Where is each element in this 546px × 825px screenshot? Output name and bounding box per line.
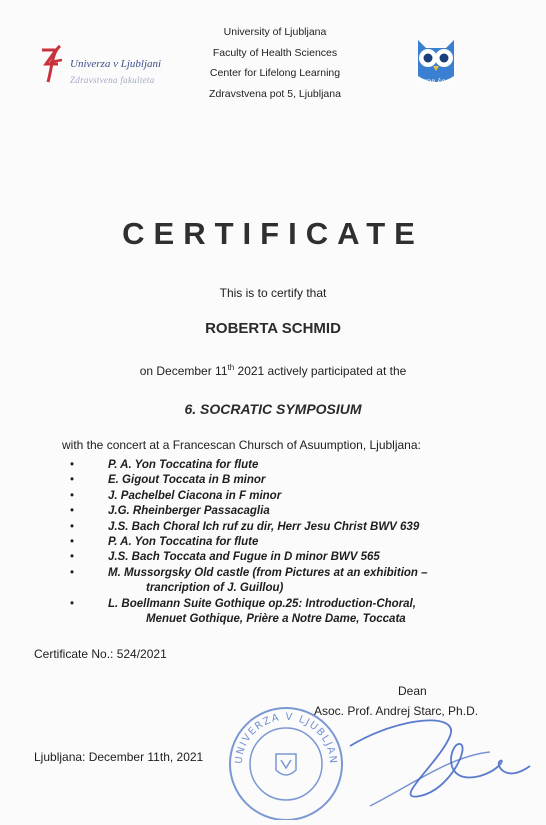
- program-item: [70, 535, 520, 550]
- owl-logo-text: ZDR ŠOL: [422, 79, 450, 86]
- program-item-text: J.S. Bach Toccata and Fugue in D minor BWV 565: [108, 551, 380, 564]
- program-item: [70, 473, 520, 488]
- certificate-title: CERTIFICATE: [122, 216, 424, 251]
- stamp-text: UNIVERZA V LJUBLJAN: [233, 711, 339, 766]
- program-item-text: E. Gigout Toccata in B minor: [108, 474, 266, 487]
- dean-signature: [330, 706, 546, 814]
- date-line-start: on December 11: [139, 364, 228, 378]
- program-item: [70, 550, 520, 565]
- header-line-center: Center for Lifelong Learning: [209, 67, 341, 79]
- date-line-end: 2021 actively participated at the: [234, 364, 407, 378]
- program-item: [70, 520, 520, 535]
- program-item-text: J.G. Rheinberger Passacaglia: [108, 505, 270, 518]
- date-line-ordinal: th: [227, 363, 235, 372]
- program-item: [70, 458, 520, 473]
- recipient-name: ROBERTA SCHMID: [205, 320, 341, 337]
- program-item-continuation: trancription of J. Guillou): [146, 582, 284, 595]
- certificate-number: Certificate No.: 524/2021: [34, 647, 167, 661]
- program-item: [70, 489, 520, 504]
- program-list: [70, 458, 520, 627]
- program-item-text: M. Mussorgsky Old castle (from Pictures at an exhibition –: [108, 566, 428, 579]
- concert-line: with the concert at a Francescan Chursch of Asuumption, Ljubljana:: [62, 438, 421, 452]
- participation-date-line: [0, 363, 546, 378]
- header-line-address: Zdravstvena pot 5, Ljubljana: [209, 87, 341, 100]
- program-item-text: L. Boellmann Suite Gothique op.25: Introduction-Choral,: [108, 597, 416, 610]
- program-item: [70, 597, 520, 628]
- program-item-text: P. A. Yon Toccatina for flute: [108, 536, 259, 549]
- certify-text: This is to certify that: [219, 286, 327, 300]
- program-item-text: P. A. Yon Toccatina for flute: [108, 459, 259, 471]
- program-item-continuation: Menuet Gothique, Prière a Notre Dame, Toccata: [146, 613, 406, 626]
- program-item-text: J.S. Bach Choral Ich ruf zu dir, Herr Jesu Christ BWV 639: [108, 520, 420, 533]
- event-title: 6. SOCRATIC SYMPOSIUM: [184, 401, 362, 417]
- place-and-date: Ljubljana: December 11th, 2021: [34, 750, 204, 764]
- program-item: [70, 504, 520, 519]
- header-line-university: University of Ljubljana: [223, 26, 327, 38]
- signature-icon: [330, 706, 546, 814]
- institution-header: [175, 22, 375, 104]
- header-line-faculty: Faculty of Health Sciences: [212, 46, 338, 59]
- university-logo-name: Univerza v Ljubljani: [70, 58, 162, 70]
- owl-icon: [412, 36, 460, 92]
- owl-logo: [412, 36, 460, 92]
- program-item: [70, 566, 520, 597]
- university-logo-faculty: Zdravstvena fakulteta: [70, 75, 155, 85]
- dean-title: Dean: [398, 684, 427, 698]
- program-item-text: J. Pachelbel Ciacona in F minor: [108, 489, 282, 502]
- dean-name: Asoc. Prof. Andrej Starc, Ph.D.: [314, 704, 479, 718]
